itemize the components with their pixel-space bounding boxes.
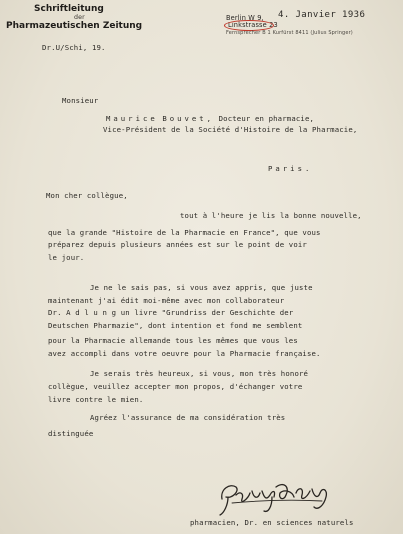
body-line: pour la Pharmacie allemande tous les mêmes que vous les [48, 336, 298, 345]
letterhead-line1: Schriftleitung [34, 4, 104, 14]
body-line: maintenant j'ai édit moi-même avec mon collaborateur [48, 296, 285, 305]
recipient-title: Docteur en pharmacie, [218, 114, 315, 123]
body-line: livre contre le mien. [48, 395, 144, 404]
closing-line: pharmacien, Dr. en sciences naturels [190, 518, 354, 527]
body-line: Je ne le sais pas, si vous avez appris, que juste [90, 283, 313, 292]
body-line: Agréez l'assurance de ma considération très [90, 413, 286, 422]
body-line: Je serais très heureux, si vous, mon très honoré [90, 369, 309, 378]
body-line: distinguée [48, 429, 94, 438]
recipient-city: Paris. [268, 164, 313, 173]
body-line: Dr. A d l u n g un livre "Grundriss der Geschichte der [48, 308, 294, 317]
body-line: avez accompli dans votre oeuvre pour la Pharmacie française. [48, 349, 321, 358]
handwritten-signature [214, 477, 342, 519]
recipient-surname: Bouvet, [162, 114, 215, 123]
body-line: que la grande "Histoire de la Pharmacie en France", que vous [48, 228, 321, 237]
recipient-address-line1 [106, 114, 314, 123]
sender-city: Berlin W 9, [226, 14, 264, 22]
recipient-salutation-title: Monsieur [62, 96, 99, 105]
body-line: collègue, veuillez accepter mon propos, d'échanger votre [48, 382, 303, 391]
body-line: le jour. [48, 253, 85, 262]
recipient-first-name: Maurice [106, 114, 158, 123]
body-line: Deutschen Pharmazie", dont intention et fond me semblent [48, 321, 303, 330]
letter-date: 4. Janvier 1936 [278, 10, 366, 20]
salutation: Mon cher collègue, [46, 191, 128, 200]
reference-code: Dr.U/Schi, 19. [42, 43, 106, 52]
body-line: préparez depuis plusieurs années est sur le point de voir [48, 240, 307, 249]
letterhead-line2: der [74, 14, 85, 21]
recipient-position: Vice-Président de la Société d'Histoire de la Pharmacie, [103, 125, 358, 134]
sender-phone: Fernsprecher B 1 Kurfürst 8411 (Julius Springer) [226, 30, 353, 36]
letterhead-line3: Pharmazeutischen Zeitung [6, 21, 143, 31]
sender-street: Linkstrasse 23 [228, 21, 278, 29]
body-line: tout à l'heure je lis la bonne nouvelle, [180, 211, 362, 220]
